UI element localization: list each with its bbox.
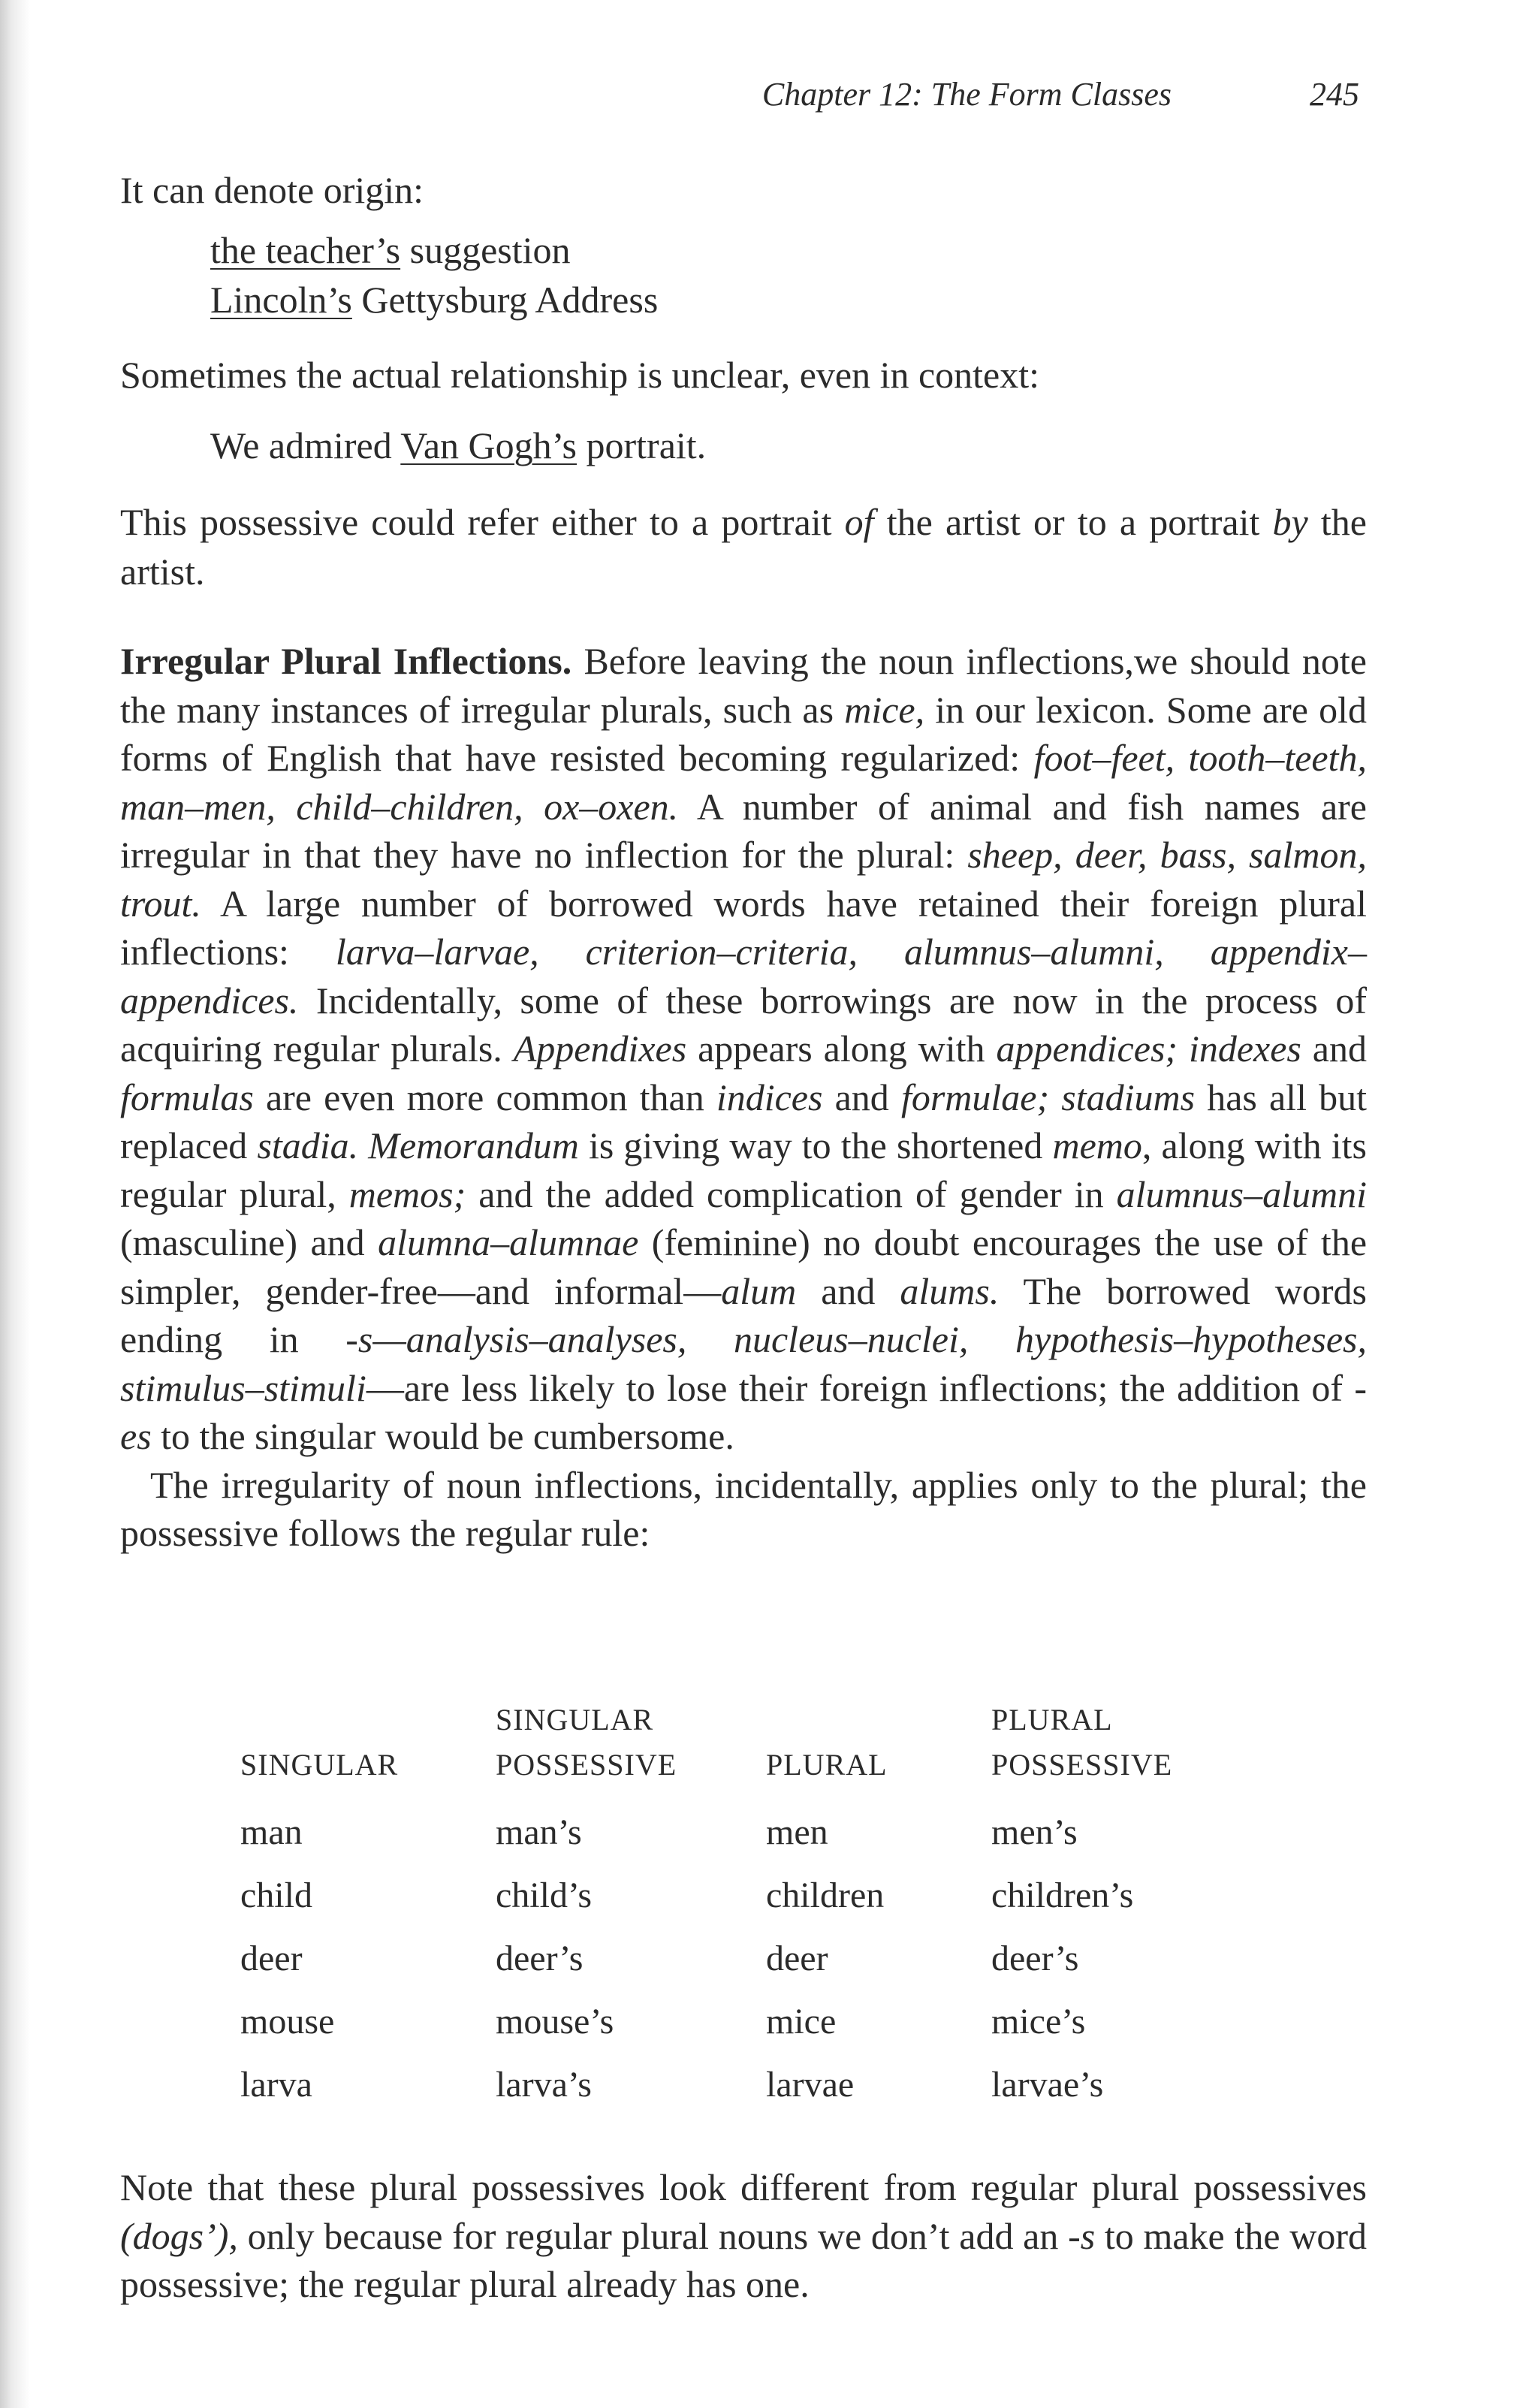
header-line: SINGULAR	[240, 1748, 399, 1782]
italic-term: memos;	[348, 1172, 466, 1215]
text-run: to make the word possessive; the regular plural already has one.	[120, 2214, 1367, 2305]
example-vangogh-underlined: Van Gogh’s	[400, 424, 578, 466]
italic-term: appendices; indexes	[996, 1027, 1301, 1070]
text-run: This possessive could refer either to a portrait	[120, 501, 845, 543]
running-header	[120, 75, 1359, 128]
italic-term: foot–feet, tooth–teeth, man–men, child–children, ox–oxen.	[120, 737, 1368, 828]
table-cell: men’s	[991, 1812, 1078, 1852]
example-vangogh-pre: We admired	[210, 424, 401, 466]
italic-term: alums.	[900, 1269, 1000, 1312]
example-lincoln-rest: Gettysburg Address	[351, 279, 659, 321]
example-teacher	[120, 225, 1367, 275]
table-row	[240, 1927, 1277, 1990]
text-run: and the added complication of gender in	[466, 1172, 1117, 1215]
italic-term: -es	[120, 1366, 1367, 1457]
header-plural-possessive	[991, 1697, 1277, 1788]
example-teacher-underlined: the teacher’s	[210, 229, 401, 271]
text-run: Before leaving the noun inflections,we should note the many instances of irregular plurals, such as	[120, 640, 1367, 731]
table-cell: larva	[240, 2065, 312, 2105]
italic-term: stadia. Memorandum	[257, 1124, 579, 1166]
header-singular-possessive	[496, 1697, 766, 1788]
table-cell: child’s	[496, 1875, 592, 1915]
italic-by: by	[1272, 501, 1308, 543]
header-line: POSSESSIVE	[496, 1748, 677, 1782]
text-run: and	[822, 1076, 901, 1118]
text-run: The borrowed words ending in	[120, 1269, 1367, 1360]
text-run: has all but replaced	[120, 1076, 1367, 1166]
text-run: (masculine) and	[120, 1221, 378, 1263]
italic-term: (dogs’),	[120, 2214, 238, 2257]
table-cell: children’s	[991, 1875, 1134, 1915]
italic-term: alum	[721, 1269, 797, 1312]
text-run: in our lexicon. Some are old forms of English that have resisted becoming regularized:	[120, 688, 1367, 779]
italic-term: -s	[1068, 2214, 1096, 2257]
example-vangogh	[120, 421, 1367, 470]
text-run: A large number of borrowed words have retained their foreign plural inflections:	[120, 882, 1367, 973]
italic-term: larva–larvae, criterion–criteria, alumnus–alumni, appendix–appendices.	[120, 931, 1367, 1021]
text-run: and	[1301, 1027, 1367, 1070]
irregularity-paragraph: The irregularity of noun inflections, incidentally, applies only to the plural; the possessive follows the regular rule:	[120, 1463, 1367, 1554]
example-lincoln	[120, 275, 1367, 324]
table-cell: larvae’s	[991, 2065, 1104, 2105]
text-run: only because for regular plural nouns we don’t add an	[237, 2214, 1069, 2257]
italic-term: formulae; stadiums	[900, 1076, 1196, 1118]
section-heading: Irregular Plural Inflections.	[120, 640, 572, 682]
text-run: appears along with	[686, 1027, 997, 1070]
italic-term: sheep, deer, bass, salmon, trout.	[120, 834, 1367, 925]
page-edge-shadow	[0, 0, 30, 2408]
text-run: the artist.	[120, 501, 1367, 593]
example-lincoln-underlined: Lincoln’s	[210, 279, 352, 321]
table-cell: deer’s	[991, 1939, 1079, 1978]
italic-term: alumna–alumnae	[378, 1221, 639, 1263]
table-cell: man	[240, 1812, 303, 1852]
irregular-plurals-paragraph	[120, 637, 1367, 1461]
italic-of: of	[844, 501, 874, 543]
italic-term: alumnus–alumni	[1116, 1172, 1367, 1215]
header-singular	[240, 1743, 496, 1788]
table-cell: deer	[240, 1939, 303, 1978]
header-plural	[766, 1743, 991, 1788]
table-row	[240, 1801, 1277, 1864]
text-run: the artist or to a portrait	[873, 501, 1273, 543]
italic-term: mice,	[844, 688, 925, 731]
page-number: 245	[1310, 76, 1359, 113]
italic-term: indices	[716, 1076, 823, 1118]
note-block	[120, 2163, 1367, 2309]
table-cell: children	[766, 1875, 885, 1915]
header-line: PLURAL	[766, 1748, 888, 1782]
table-row	[240, 2053, 1277, 2117]
header-line: PLURAL	[991, 1703, 1113, 1737]
text-run: Incidentally, some of these borrowings are now in the process of acquiring regular plurals.	[120, 979, 1367, 1070]
table-cell: men	[766, 1812, 828, 1852]
text-run: to the singular would be cumbersome.	[151, 1415, 734, 1457]
possessive-paragraph	[120, 497, 1367, 596]
table-cell: deer’s	[496, 1939, 584, 1978]
table-cell: man’s	[496, 1812, 582, 1852]
table-row	[240, 1990, 1277, 2053]
table-cell: mice	[766, 2002, 837, 2041]
unclear-sentence: Sometimes the actual relationship is unclear, even in context:	[120, 354, 1040, 396]
text-run: A number of animal and fish names are irregular in that they have no inflection for the plural:	[120, 785, 1367, 876]
italic-term: -s—analysis–analyses, nucleus–nuclei, hypothesis–hypotheses, stimulus–stimuli	[120, 1318, 1367, 1409]
table-cell: larva’s	[496, 2065, 592, 2105]
table-cell: mouse’s	[496, 2002, 614, 2041]
note-paragraph	[120, 2163, 1367, 2309]
text-run: , along with its regular plural,	[120, 1124, 1368, 1215]
italic-term: Appendixes	[513, 1027, 687, 1070]
table-cell: mouse	[240, 2002, 335, 2041]
italic-term: memo	[1052, 1124, 1142, 1166]
table-cell: deer	[766, 1939, 828, 1978]
text-run: are even more common than	[253, 1076, 716, 1118]
table-row	[240, 1864, 1277, 1927]
text-run: and	[796, 1269, 900, 1312]
possessive-table	[240, 1697, 1277, 2117]
example-vangogh-post: portrait.	[577, 424, 707, 466]
text-run: (feminine) no doubt encourages the use of the simpler, gender-free—and informal—	[120, 1221, 1368, 1312]
text-run: —are less likely to lose their foreign inflections; the addition of	[366, 1366, 1355, 1409]
header-line: POSSESSIVE	[991, 1748, 1173, 1782]
italic-term: formulas	[120, 1076, 254, 1118]
table-cell: mice’s	[991, 2002, 1086, 2041]
header-line: SINGULAR	[496, 1703, 654, 1737]
origin-intro: It can denote origin:	[120, 169, 424, 211]
table-header-row	[240, 1697, 1277, 1788]
page-body	[120, 165, 1367, 1558]
text-run: is giving way to the shortened	[578, 1124, 1053, 1166]
chapter-title: Chapter 12: The Form Classes	[761, 76, 1172, 113]
example-teacher-rest: suggestion	[400, 229, 571, 271]
table-cell: larvae	[766, 2065, 855, 2105]
table-cell: child	[240, 1875, 312, 1915]
text-run: Note that these plural possessives look different from regular plural possessives	[120, 2166, 1367, 2208]
